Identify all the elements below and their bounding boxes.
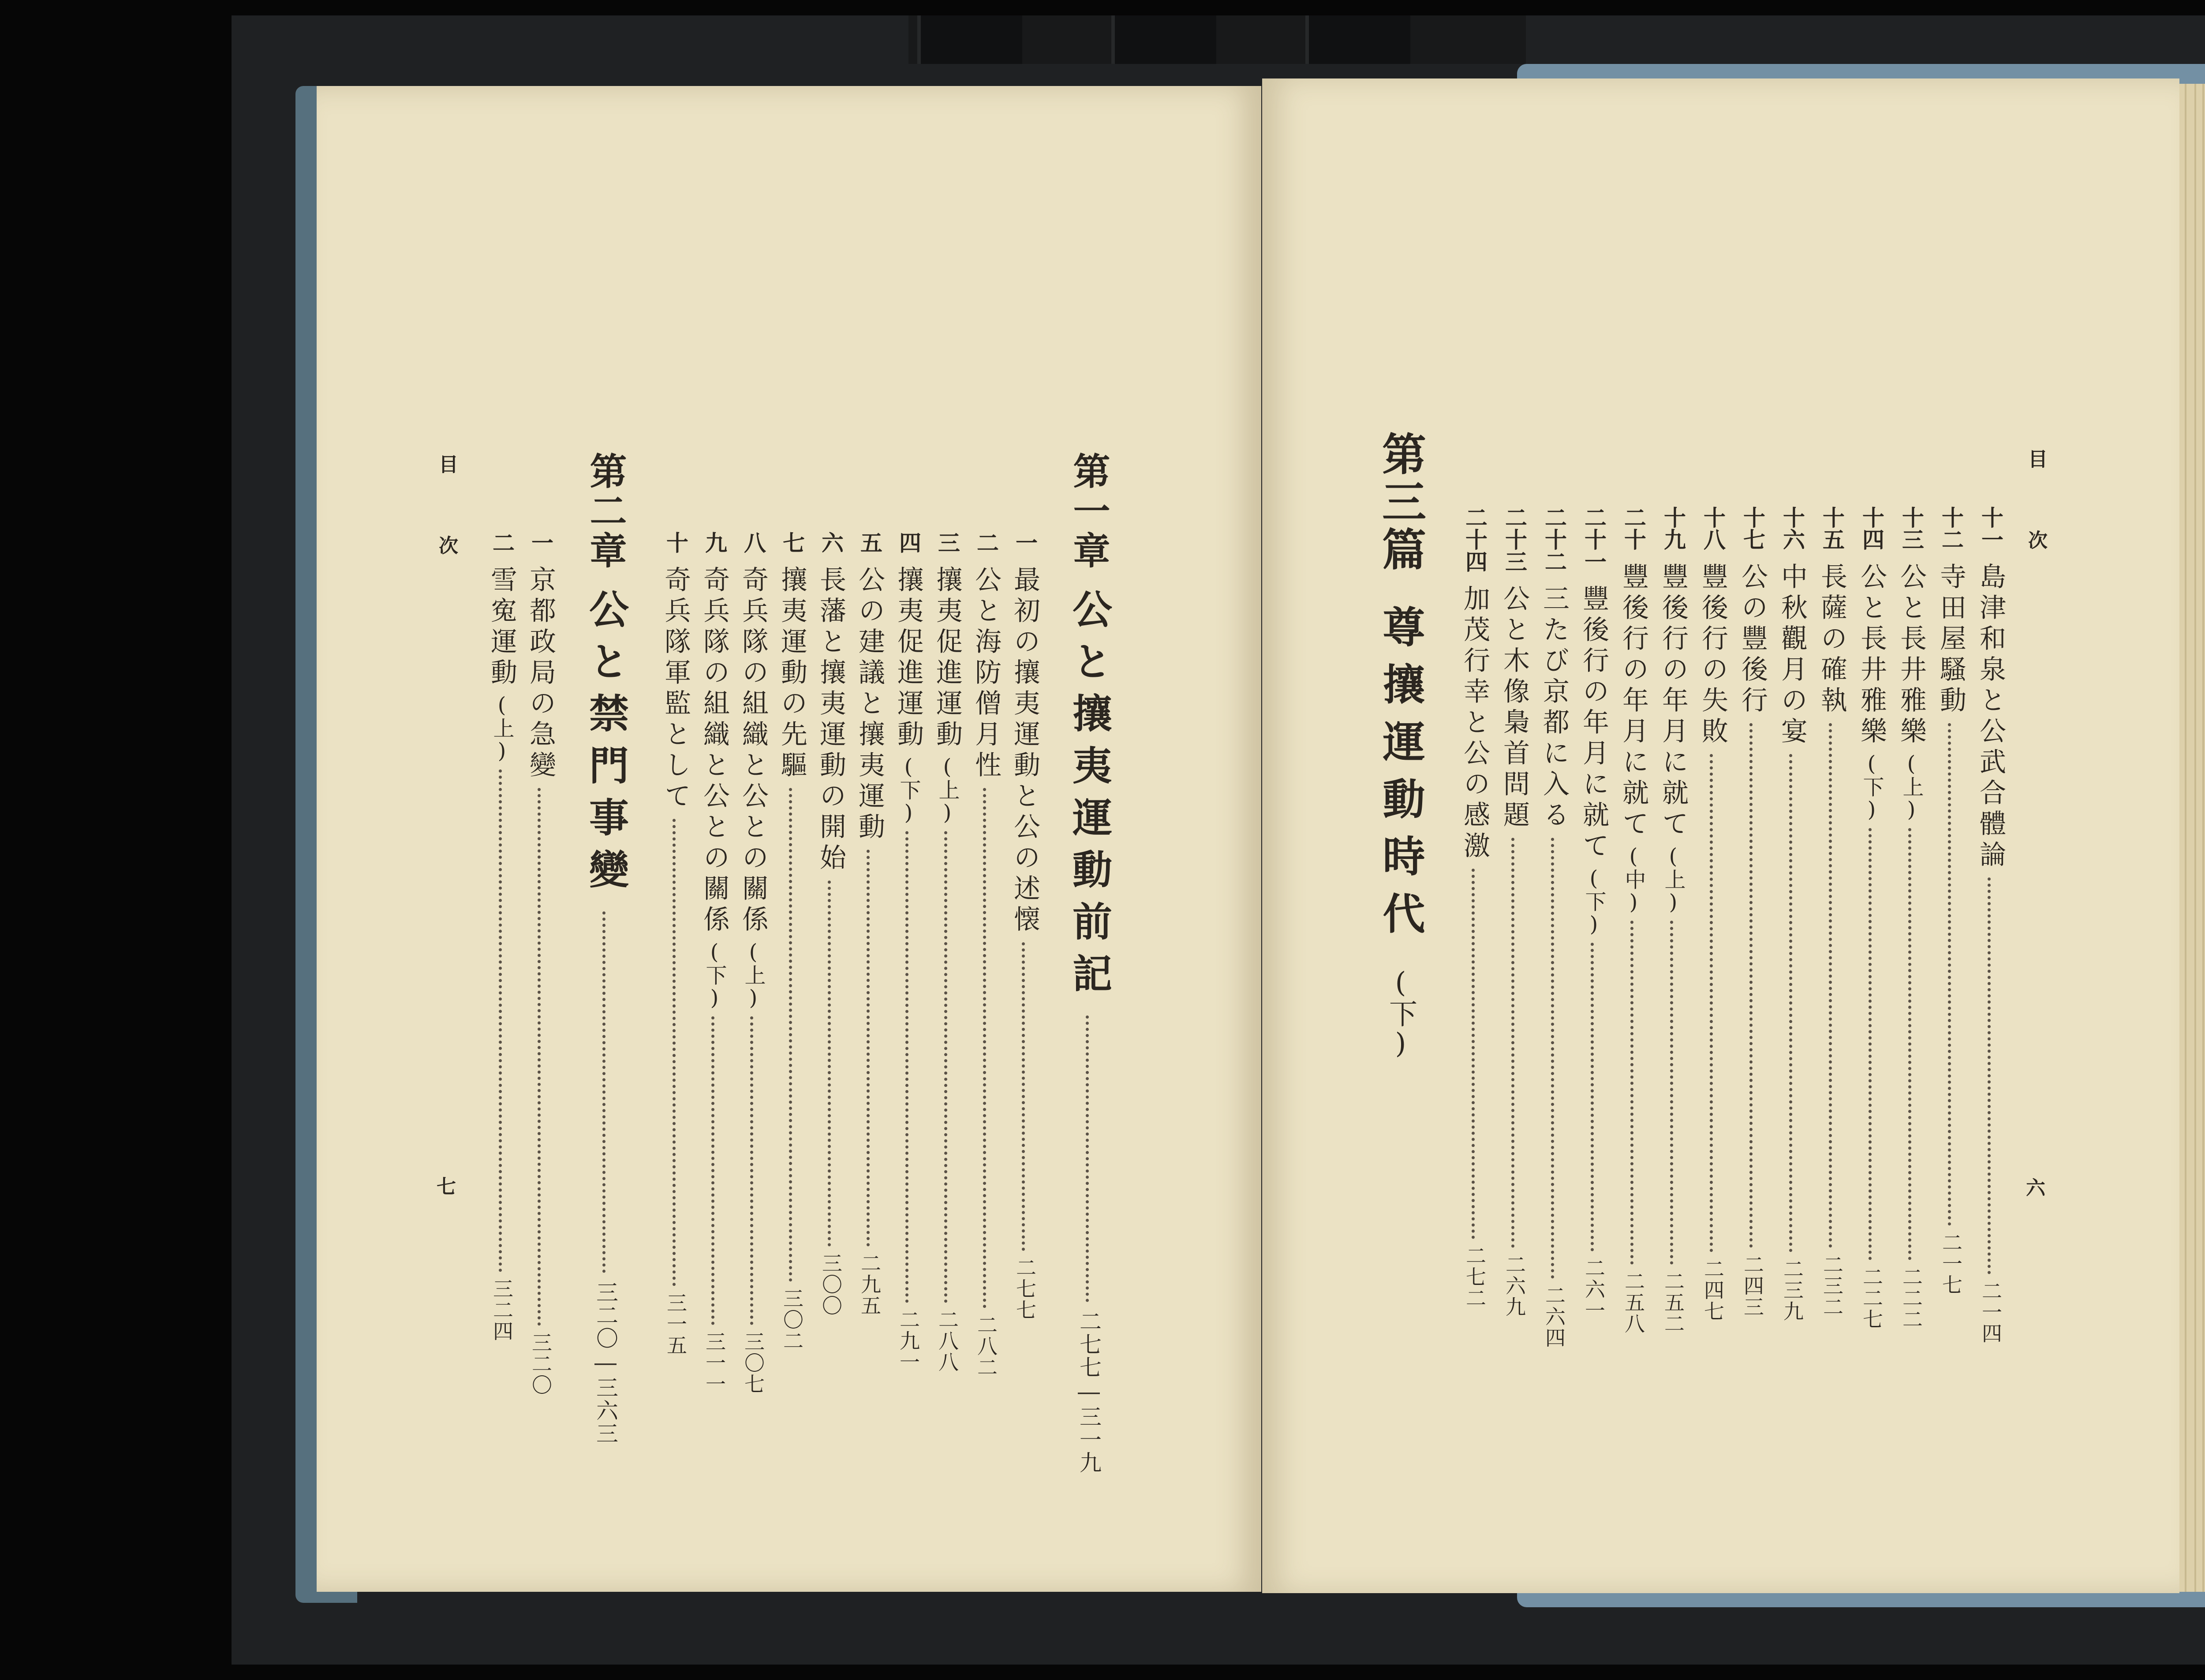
entry-page: 二八八 (935, 1309, 959, 1373)
toc-entry (852, 531, 887, 1316)
entry-number: 二 (973, 531, 999, 553)
entry-page: 二六四 (1542, 1285, 1566, 1348)
entry-title: 加茂行幸と公の感激 (1459, 585, 1490, 862)
entry-number: 九 (702, 531, 728, 553)
entry-page: 三〇二 (780, 1288, 804, 1351)
toc-entry (1695, 506, 1730, 1322)
leader-dots (750, 1016, 757, 1325)
toc-entry (1933, 506, 1969, 1295)
entry-page: 二六九 (1502, 1254, 1526, 1318)
entry-title: 公と長井雅樂 (1896, 563, 1927, 748)
leader-dots (1789, 754, 1796, 1252)
leader-dots (1749, 723, 1756, 1248)
entry-page: 三〇〇 (819, 1253, 843, 1316)
toc-entry (1497, 506, 1532, 1318)
leader-dots (538, 788, 544, 1326)
entry-part: (上) (741, 940, 766, 1010)
page-folio: 六 (2026, 1177, 2045, 1199)
toc-entry (1457, 506, 1492, 1309)
entry-part: (上) (935, 754, 960, 825)
entry-page: 二四七 (1701, 1258, 1725, 1322)
entry-page: 二一四 (1979, 1281, 2003, 1344)
entry-title: 奇兵隊軍監として (660, 566, 691, 813)
leader-dots (1908, 828, 1915, 1260)
entry-part: (上) (1661, 844, 1686, 915)
toc-entry (1775, 506, 1810, 1322)
entry-number: 七 (779, 531, 805, 553)
left-page (317, 86, 1261, 1592)
entry-title: 京都政局の急變 (525, 566, 556, 782)
leader-dots (1630, 921, 1637, 1265)
entry-title: 公の豐後行 (1737, 563, 1768, 717)
entry-part: (上) (1899, 751, 1924, 822)
scanner-slot (917, 15, 1022, 64)
entry-page: 二九五 (858, 1253, 882, 1316)
entry-title: 中秋觀月の宴 (1777, 563, 1808, 748)
right-page (1262, 78, 2179, 1593)
toc-entry (968, 531, 1004, 1378)
entry-number: 八 (740, 531, 766, 553)
entry-title: 寺田屋騷動 (1936, 563, 1966, 717)
entry-number: 二十四 (1462, 506, 1488, 572)
entry-part: (上) (490, 693, 514, 763)
leader-dots (905, 831, 912, 1303)
toc-entry (1973, 506, 2008, 1344)
entry-title: 攘夷促進運動 (932, 566, 963, 751)
entry-page: 二八二 (974, 1314, 998, 1378)
toc-entry (930, 531, 965, 1373)
part-title: 尊攘運動時代 (1376, 605, 1426, 949)
toc-entry (1735, 506, 1770, 1318)
entry-title: 奇兵隊の組織と公との關係 (738, 566, 769, 936)
page-header: 目次 (435, 454, 458, 616)
entry-number: 十八 (1700, 506, 1726, 550)
leader-dots (1511, 838, 1518, 1248)
entry-number: 十 (663, 531, 689, 553)
entry-title: 公と長井雅樂 (1856, 563, 1887, 748)
entry-number: 一 (1012, 531, 1038, 553)
entry-title: 長藩と攘夷運動の開始 (815, 566, 846, 874)
entry-page: 三一一 (703, 1331, 726, 1395)
leader-dots (1948, 723, 1955, 1226)
page-header: 目次 (2025, 449, 2047, 611)
toc-entry (1854, 506, 1889, 1330)
toc-entry (1656, 506, 1691, 1334)
leader-dots (602, 911, 609, 1273)
leader-dots (1869, 828, 1875, 1260)
leader-dots (1670, 921, 1677, 1265)
entry-title: 豐後行の年月に就て (1658, 563, 1689, 840)
entry-part: (下) (1581, 866, 1606, 937)
toc-entry (1536, 506, 1572, 1348)
scanner-slot (1111, 15, 1216, 64)
entry-number: 十六 (1779, 506, 1805, 550)
entry-title: 奇兵隊の組織と公との關係 (699, 566, 730, 936)
entry-number: 十一 (1978, 506, 2004, 550)
chapter-heading (581, 452, 630, 1445)
entry-number: 五 (857, 531, 883, 553)
leader-dots (1472, 869, 1478, 1239)
entry-part: (下) (896, 754, 921, 825)
entry-page: 二五二 (1661, 1271, 1685, 1334)
entry-title: 公の建議と攘夷運動 (854, 566, 885, 844)
toc-entry (1616, 506, 1651, 1334)
entry-number: 三 (934, 531, 960, 553)
entry-number: 二 (489, 531, 515, 553)
entry-title: 攘夷促進運動 (893, 566, 924, 751)
entry-number: 十二 (1938, 506, 1964, 550)
leader-dots (983, 788, 990, 1308)
entry-title: 公と木像梟首問題 (1499, 585, 1530, 832)
entry-page: 二九一 (897, 1309, 920, 1373)
entry-page: 二三九 (1780, 1258, 1804, 1322)
entry-number: 二十一 (1581, 506, 1607, 572)
entry-page: 二七二 (1463, 1245, 1487, 1309)
leader-dots (1591, 943, 1597, 1251)
entry-page: 二二二 (1899, 1266, 1923, 1330)
toc-entry (1007, 531, 1043, 1321)
entry-part: (下) (702, 940, 727, 1010)
entry-number: 十九 (1660, 506, 1686, 550)
toc-entry (484, 531, 519, 1342)
entry-title: 豐後行の年月に就て (1618, 563, 1649, 840)
entry-page: 二六一 (1582, 1258, 1606, 1321)
toc-entry (523, 531, 558, 1396)
part-subtitle: (下) (1384, 967, 1417, 1060)
leader-dots (711, 1016, 718, 1325)
part-heading (1370, 431, 1431, 1060)
entry-title: 豐後行の失敗 (1697, 563, 1728, 748)
entry-number: 二十 (1621, 506, 1647, 550)
chapter-pages: 三二〇―三六三 (593, 1281, 618, 1445)
toc-entry (736, 531, 771, 1395)
entry-number: 四 (896, 531, 922, 553)
entry-part: (中) (1621, 844, 1646, 915)
entry-number: 一 (528, 531, 554, 553)
leader-dots (1710, 754, 1716, 1252)
leader-dots (789, 788, 796, 1282)
chapter-heading (1065, 452, 1113, 1474)
leader-dots (1551, 838, 1558, 1279)
entry-page: 二三二 (1820, 1254, 1844, 1318)
entry-number: 十三 (1899, 506, 1925, 550)
leader-dots (1829, 723, 1835, 1248)
entry-page: 二一七 (1939, 1232, 1963, 1295)
entry-page: 三一五 (664, 1292, 688, 1356)
entry-page: 二四三 (1741, 1254, 1764, 1318)
entry-page: 三二〇 (529, 1332, 553, 1396)
entry-page: 二五八 (1622, 1271, 1645, 1334)
entry-number: 二十三 (1502, 506, 1528, 572)
scanner-slot (1305, 15, 1410, 64)
entry-title: 公と海防僧月性 (971, 566, 1002, 782)
leader-dots (1988, 877, 1994, 1274)
entry-title: 最初の攘夷運動と公の述懐 (1009, 566, 1040, 936)
entry-number: 十四 (1859, 506, 1885, 550)
toc-entry (1894, 506, 1929, 1330)
leader-dots (499, 769, 505, 1272)
entry-number: 十五 (1819, 506, 1845, 550)
entry-page: 二二七 (1860, 1266, 1884, 1330)
leader-dots (828, 881, 834, 1247)
toc-entry (697, 531, 732, 1395)
leader-dots (1086, 1015, 1092, 1302)
entry-title: 攘夷運動の先驅 (777, 566, 807, 782)
entry-title: 長薩の確執 (1816, 563, 1847, 717)
toc-entry (1576, 506, 1611, 1321)
entry-part: (下) (1859, 751, 1884, 822)
entry-number: 十七 (1740, 506, 1766, 550)
toc-entry (891, 531, 926, 1373)
entry-page: 三〇七 (741, 1331, 765, 1395)
leader-dots (944, 831, 951, 1303)
chapter-pages: 二七七―三一九 (1076, 1310, 1102, 1474)
toc-entry (1814, 506, 1850, 1318)
entry-page: 三二四 (490, 1278, 514, 1342)
toc-entry (658, 531, 693, 1356)
page-folio: 七 (437, 1176, 456, 1198)
chapter-title: 公と禁門事變 (582, 589, 629, 901)
entry-title: 豐後行の年月に就て (1578, 585, 1609, 862)
entry-title: 三たび京都に入る (1539, 585, 1570, 832)
leader-dots (1022, 942, 1028, 1251)
toc-entry (774, 531, 810, 1351)
chapter-title: 公と攘夷運動前記 (1065, 589, 1112, 1005)
entry-number: 二十二 (1541, 506, 1567, 572)
leader-dots (867, 850, 873, 1247)
chapter-number: 第一章 (1067, 452, 1111, 571)
entry-title: 雪寃運動 (486, 566, 517, 689)
part-number: 第三篇 (1375, 431, 1427, 574)
entry-title: 島津和泉と公武合體論 (1975, 563, 2006, 871)
entry-number: 六 (818, 531, 844, 553)
leader-dots (673, 819, 679, 1286)
toc-entry (813, 531, 848, 1316)
chapter-number: 第二章 (584, 452, 628, 571)
entry-page: 二七七 (1013, 1257, 1037, 1321)
